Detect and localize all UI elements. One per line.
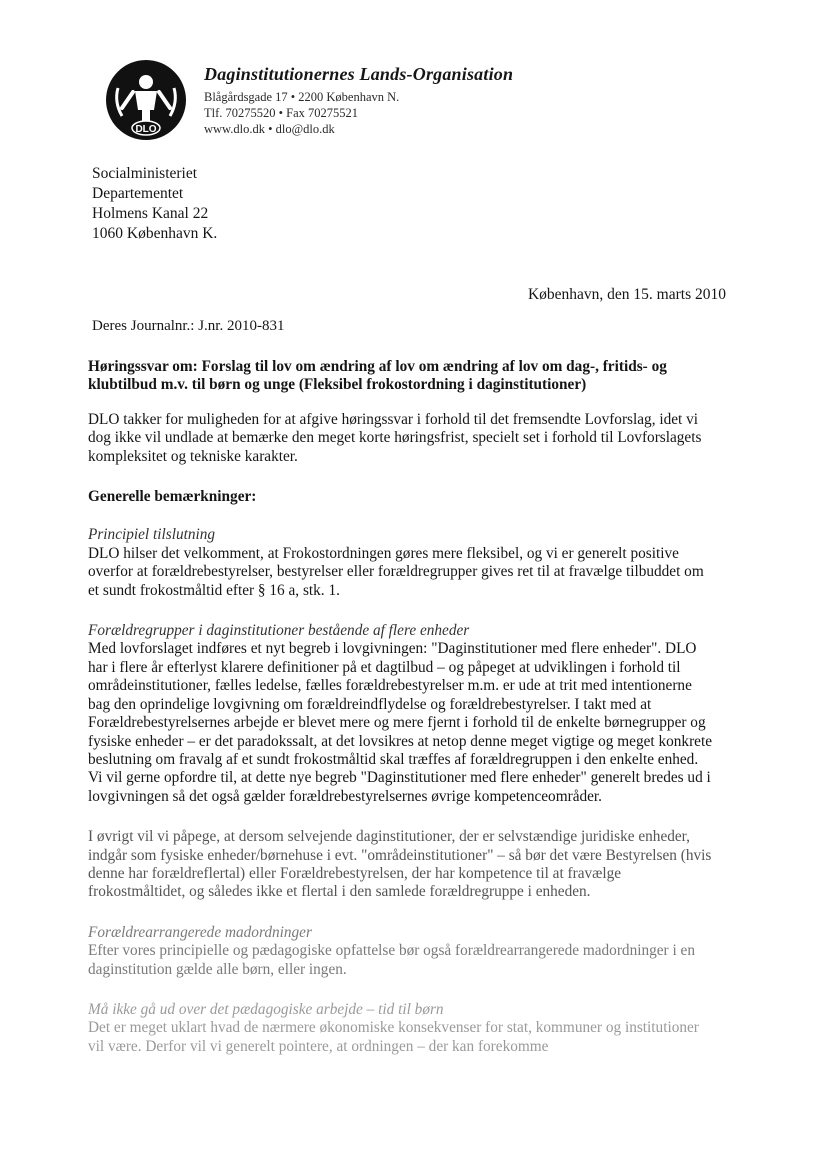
section-text: Efter vores principielle og pædagogiske opfattelse bør også forældrearrangerede madordninger i en daginstitution gælde alle børn, eller ingen. — [88, 942, 695, 978]
section-pedagogical-work — [88, 1001, 716, 1056]
section-text: Med lovforslaget indføres et nyt begreb i lovgivningen: "Daginstitutioner med flere enheder". DLO har i flere år efterlyst klarere definitioner på et dagtilbud – og påpeget at udviklingen i forhold til områdeinstitutioner, fælles ledelse, fælles forældrebestyrelser m.m. er ude at trit med intentionerne bag den oprindelige lovgivning om forældreindflydelse og forældrebestyrelser. I takt med at Forældrebestyrelsernes arbejde er blevet mere og mere fjernt i forhold til de enkelte børnegrupper og fysiske enheder – er det paradokssalt, at det lovsikres at netop denne meget vigtige og meget konkrete beslutning om fravalg af et sundt frokostmåltid skal træffes af forældregruppen i den enkelte enhed. Vi vil gerne opfordre til, at dette nye begreb "Daginstitutioner med flere enheder" generelt bredes ud i lovgivningen så det også gælder forældrebestyrelsernes øvrige kompetenceområder. — [88, 640, 712, 805]
recipient-line: Holmens Kanal 22 — [92, 205, 209, 222]
recipient-line: Socialministeriet — [92, 165, 198, 182]
letter-body — [88, 358, 716, 1078]
recipient-line: 1060 København K. — [92, 225, 218, 242]
subject-line: Høringssvar om: Forslag til lov om ændring af lov om ændring af lov om dag-, fritids- og klubtilbud m.v. til børn og unge (Fleksibel frokostordning i daginstitutioner) — [88, 358, 667, 394]
recipient-address — [92, 164, 217, 244]
section-parent-groups — [88, 622, 716, 806]
dlo-logo — [104, 58, 188, 142]
section-principle — [88, 526, 716, 600]
letter-date: København, den 15. marts 2010 — [527, 286, 726, 303]
section-heading: Principiel tilslutning — [88, 526, 216, 544]
section-independent-institutions — [88, 828, 716, 902]
section-parent-arranged-meals — [88, 924, 716, 979]
section-text: DLO hilser det velkomment, at Frokostordningen gøres mere fleksibel, og vi er generelt positive overfor at forældrebestyrelser, bestyrelser eller forældregrupper gives ret til at fravælge tilbuddet om et sundt frokostmåltid efter § 16 a, stk. 1. — [88, 544, 704, 599]
org-web-email: www.dlo.dk • dlo@dlo.dk — [204, 122, 335, 136]
org-address: Blågårdsgade 17 • 2200 København N. — [204, 90, 400, 104]
intro-paragraph: DLO takker for muligheden for at afgive høringssvar i forhold til det fremsendte Lovforslag, idet vi dog ikke vil undlade at bemærke den meget korte høringsfrist, specielt set i forhold til Lovforslagets kompleksitet og tekniske karakter. — [88, 410, 702, 465]
section-text: Det er meget uklart hvad de nærmere økonomiske konsekvenser for stat, kommuner og institutioner vil være. Derfor vil vi generelt pointere, at ordningen – der kan forekomme — [88, 1019, 699, 1055]
section-text: I øvrigt vil vi påpege, at dersom selvejende daginstitutioner, der er selvstændige juridiske enheder, indgår som fysiske enheder/børnehuse i evt. "områdeinstitutioner" – så bør det være Bestyrelsen (hvis denne har forældreflertal) eller Forældrebestyrelsen, der har kompetence til at fravælge frokostmåltidet, og således ikke et flertal i den samlede forældregruppe i enheden. — [88, 828, 712, 901]
logo-text: DLO — [135, 124, 157, 135]
recipient-line: Departementet — [92, 185, 184, 202]
general-heading: Generelle bemærkninger: — [88, 488, 257, 506]
letterhead — [204, 64, 513, 137]
section-heading: Forældregrupper i daginstitutioner bestående af flere enheder — [88, 622, 470, 640]
org-name: Daginstitutionernes Lands-Organisation — [204, 64, 514, 84]
section-heading: Forældrearrangerede madordninger — [88, 923, 312, 941]
section-heading: Må ikke gå ud over det pædagogiske arbejde – tid til børn — [88, 1000, 444, 1018]
org-phone: Tlf. 70275520 • Fax 70275521 — [204, 106, 359, 120]
journal-number: Deres Journalnr.: J.nr. 2010-831 — [92, 318, 285, 334]
